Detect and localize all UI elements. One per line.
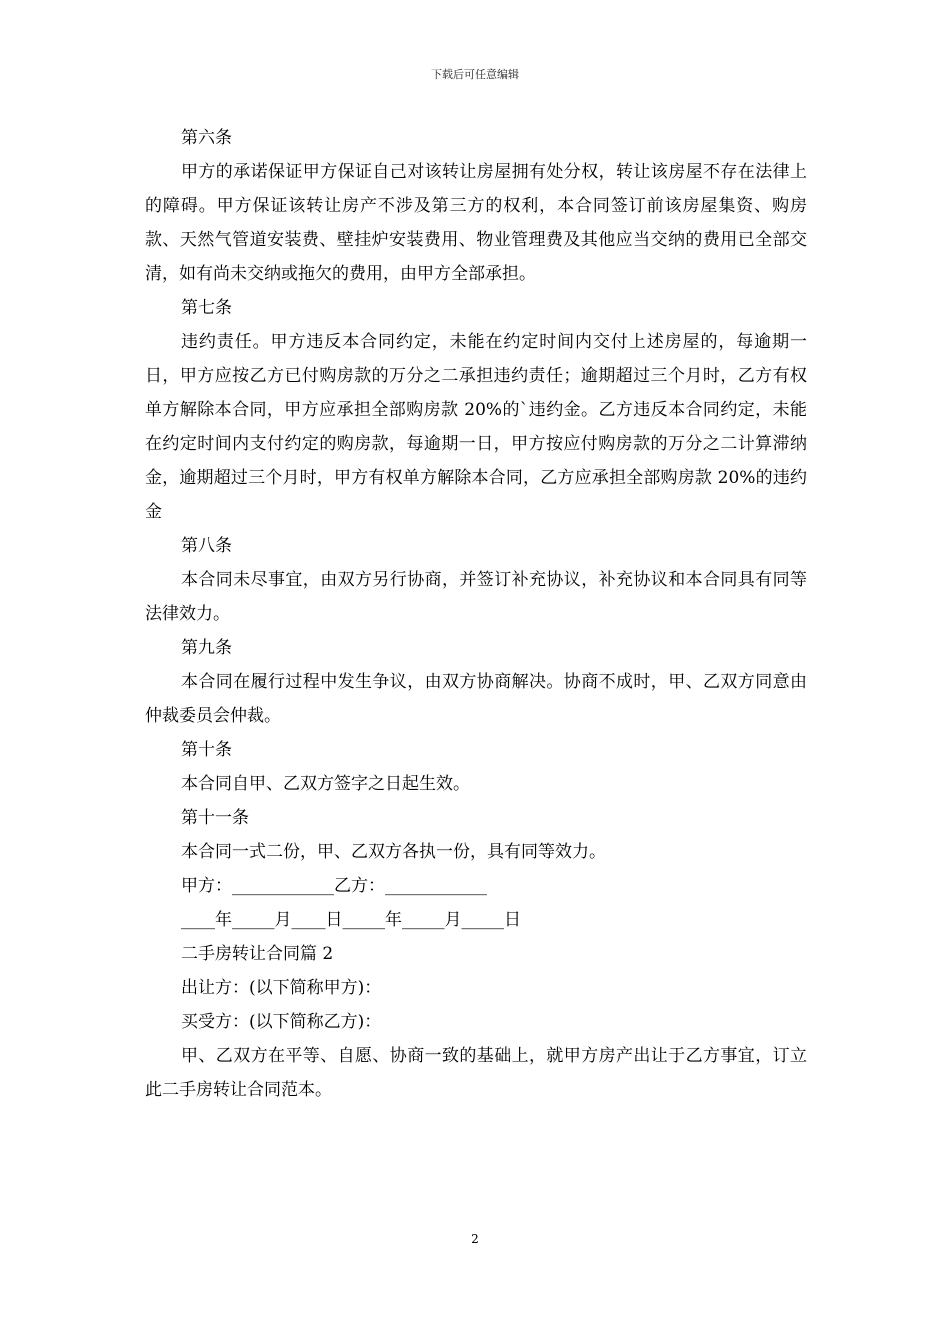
contract-2-preamble: 甲、乙双方在平等、自愿、协商一致的基础上，就甲方房产出让于乙方事宜，订立此二手房转让合同范本。 <box>145 1046 807 1100</box>
article-8-text: 本合同未尽事宜，由双方另行协商，并签订补充协议，补充协议和本合同具有同等法律效力。 <box>145 570 807 624</box>
article-10-heading: 第十条 <box>181 740 232 760</box>
article-8-heading: 第八条 <box>181 536 232 556</box>
page-number: 2 <box>471 1232 479 1246</box>
article-11-text: 本合同一式二份，甲、乙双方各执一份，具有同等效力。 <box>181 842 606 862</box>
signature-line: 甲方：____________乙方：____________ <box>181 876 487 896</box>
buyer-line: 买受方：(以下简称乙方)： <box>181 1012 382 1032</box>
document-body <box>145 121 807 1107</box>
article-7-heading: 第七条 <box>181 298 232 318</box>
article-9-heading: 第九条 <box>181 638 232 658</box>
article-9-text: 本合同在履行过程中发生争议，由双方协商解决。协商不成时，甲、乙双方同意由仲裁委员会仲裁。 <box>145 672 807 726</box>
article-11-heading: 第十一条 <box>181 808 249 828</box>
seller-line: 出让方：(以下简称甲方)： <box>181 978 382 998</box>
article-7-text: 违约责任。甲方违反本合同约定，未能在约定时间内交付上述房屋的，每逾期一日，甲方应按乙方已付购房款的万分之二承担违约责任；逾期超过三个月时，乙方有权单方解除本合同，甲方应承担全部购房款 20%的`违约金。乙方违反本合同约定，未能在约定时间内支付约定的购房款，每逾期一日，甲方按应付购房款的万分之二计算滞纳金，逾期超过三个月时，甲方有权单方解除本合同，乙方应承担全部购房款 20%的违约金 <box>145 332 807 522</box>
article-6-heading: 第六条 <box>181 128 232 148</box>
date-line: ____年_____月____日_____年_____月_____日 <box>181 910 521 930</box>
article-10-text: 本合同自甲、乙双方签字之日起生效。 <box>181 774 470 794</box>
page-header: 下载后可任意编辑 <box>431 68 519 81</box>
article-6-text: 甲方的承诺保证甲方保证自己对该转让房屋拥有处分权，转让该房屋不存在法律上的障碍。甲方保证该转让房产不涉及第三方的权利，本合同签订前该房屋集资、购房款、天然气管道安装费、壁挂炉安装费用、物业管理费及其他应当交纳的费用已全部交清，如有尚未交纳或拖欠的费用，由甲方全部承担。 <box>145 162 807 284</box>
contract-2-title: 二手房转让合同篇 2 <box>181 944 334 964</box>
